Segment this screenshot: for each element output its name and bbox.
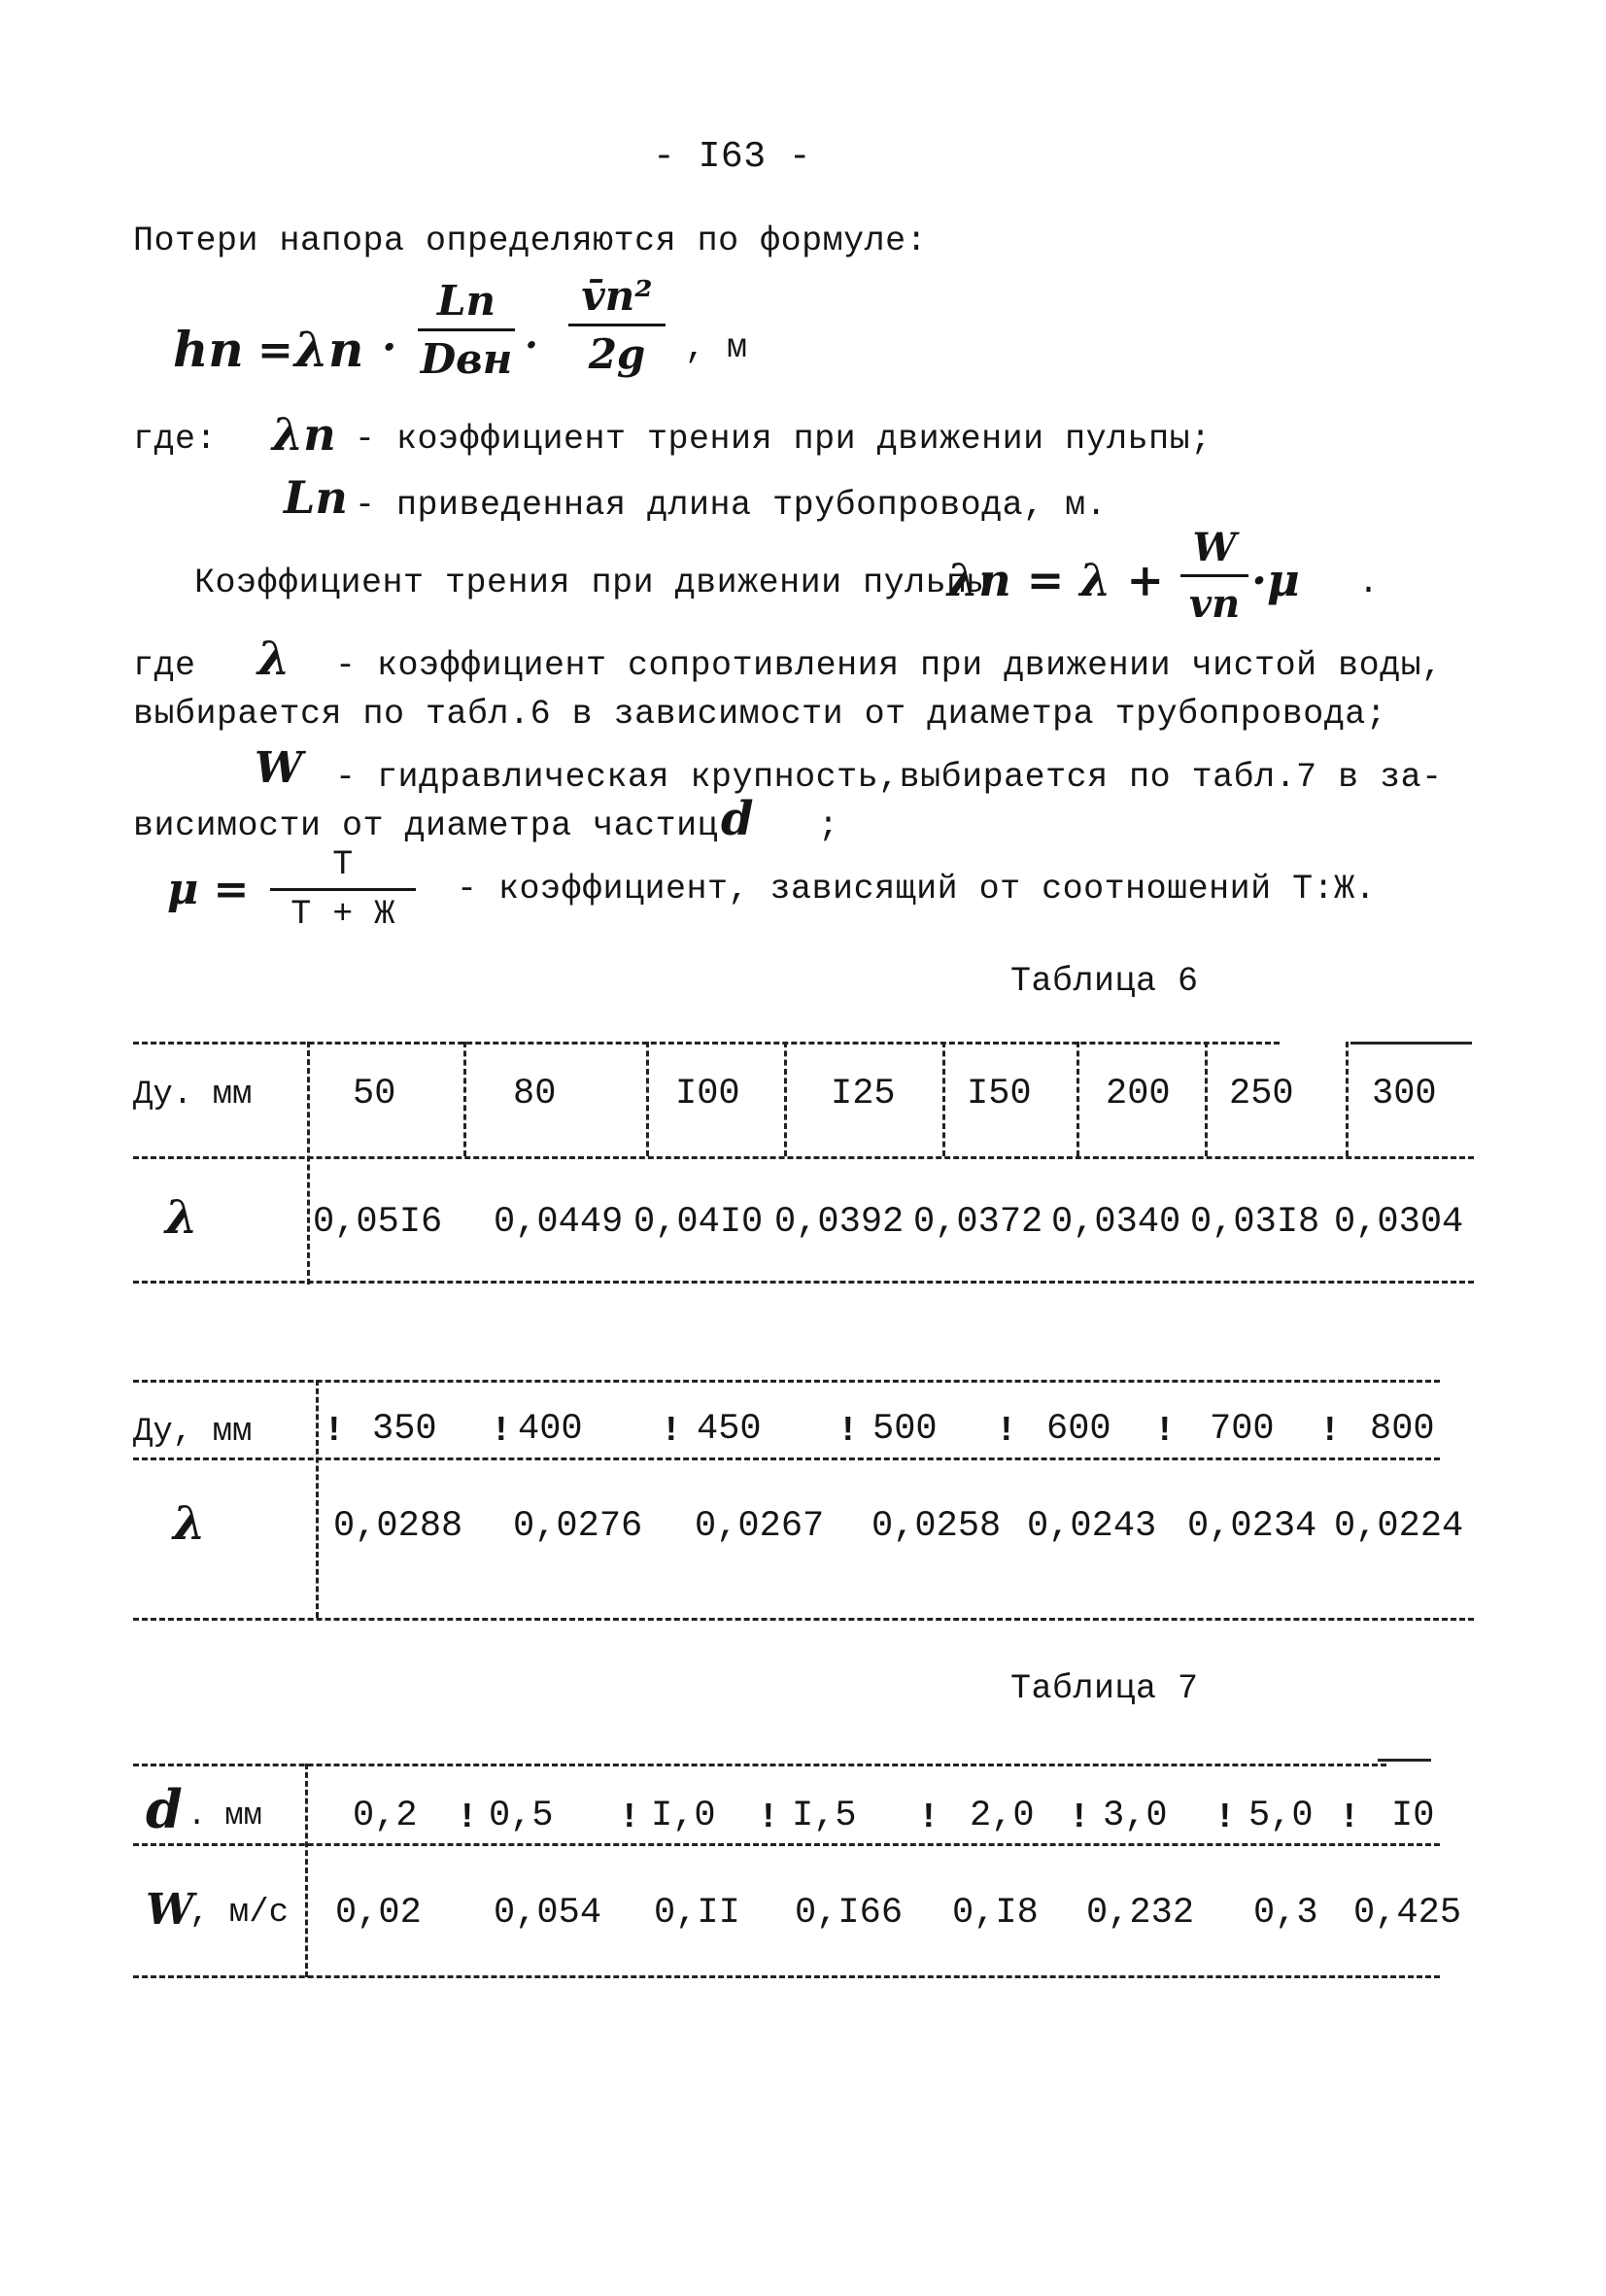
table6b-value: 0,0243: [1027, 1506, 1157, 1547]
table7-value: 0,02: [335, 1893, 422, 1934]
formula1-den1: Dвн: [420, 335, 513, 383]
fraction-bar: [1180, 574, 1248, 577]
col-mark: !: [1319, 1411, 1341, 1451]
defs2-w-text2-symbol: d: [721, 792, 754, 846]
formula1-lhs: hn: [173, 321, 244, 378]
table6a-value: 0,0372: [913, 1202, 1043, 1243]
table7-header: 0,5: [489, 1796, 554, 1836]
table6a-header: I50: [967, 1074, 1032, 1114]
table6a-value: 0,05I6: [313, 1202, 443, 1243]
table7-value: 0,I8: [952, 1893, 1039, 1934]
table6a-value: 0,0340: [1051, 1202, 1181, 1243]
col-mark: !: [1339, 1798, 1360, 1837]
table6b-header: 800: [1370, 1409, 1435, 1450]
col-sep: [316, 1380, 319, 1618]
table7-header-unit: . мм: [188, 1798, 262, 1833]
formula2-tail: ·μ: [1251, 554, 1300, 606]
formula1-fraction1: [418, 277, 515, 383]
table6b-row-label: λ: [173, 1496, 206, 1551]
table6a-row-label: λ: [165, 1190, 198, 1245]
table6b-value: 0,0267: [695, 1506, 825, 1547]
table7-value: 0,054: [494, 1893, 602, 1934]
formula2-end: .: [1358, 564, 1380, 602]
formula3-lhs: μ =: [167, 865, 250, 914]
table6b-header: 500: [872, 1409, 938, 1450]
table6-caption: Таблица 6: [1010, 962, 1199, 1001]
table7-value: 0,I66: [795, 1893, 904, 1934]
col-sep: [307, 1042, 310, 1285]
table6a-value: 0,0392: [774, 1202, 905, 1243]
col-mark: !: [1154, 1411, 1176, 1451]
formula2-fraction: [1180, 525, 1248, 627]
table7-value: 0,425: [1353, 1893, 1462, 1934]
formula3-fraction: [270, 845, 416, 934]
formula3-num: Т: [332, 845, 354, 884]
table6a-header: I25: [831, 1074, 896, 1114]
formula1-num1: Ln: [436, 277, 496, 325]
formula3-den: Т + Ж: [290, 895, 395, 934]
intro-text: Потери напора определяются по формуле:: [133, 222, 928, 260]
col-mark: !: [619, 1798, 640, 1837]
col-sep: [305, 1764, 308, 1977]
table6a-value: 0,04I0: [633, 1202, 764, 1243]
formula1-lambda: λn: [294, 321, 364, 378]
formula1-equals: =: [257, 326, 293, 375]
col-mark: !: [491, 1411, 512, 1451]
formula3-text: - коэффициент, зависящий от соотношений Т:Ж.: [457, 870, 1377, 908]
table-rule: [133, 1764, 1386, 1766]
formula1-comma: ·: [525, 323, 538, 368]
table6b-header: 350: [372, 1409, 437, 1450]
formula1-num2: v̄n²: [581, 272, 653, 320]
defs2-text2: выбирается по табл.6 в зависимости от диаметра трубопровода;: [133, 695, 1387, 734]
col-sep: [942, 1042, 945, 1156]
table6a-header: 300: [1372, 1074, 1437, 1114]
def2-symbol: Ln: [284, 471, 348, 524]
col-sep: [1346, 1042, 1349, 1156]
table6b-value: 0,0234: [1187, 1506, 1317, 1547]
table7-value: 0,3: [1253, 1893, 1318, 1934]
col-mark: !: [1069, 1798, 1090, 1837]
defs2-w-text2b: ;: [818, 806, 839, 845]
formula2-num: W: [1192, 525, 1237, 570]
table6b-value: 0,0276: [513, 1506, 643, 1547]
formula1-den2: 2g: [588, 330, 646, 378]
table6a-header: 80: [513, 1074, 557, 1114]
table7-value: 0,232: [1086, 1893, 1195, 1934]
table6a-header: 250: [1229, 1074, 1294, 1114]
fraction-bar: [418, 328, 515, 331]
table7-header: 2,0: [970, 1796, 1035, 1836]
col-mark: !: [758, 1798, 779, 1837]
defs2-label: где: [133, 646, 196, 685]
formula1-dot: ·: [382, 323, 397, 372]
table-rule: [133, 1042, 1280, 1045]
def1-text: - коэффициент трения при движении пульпы;: [355, 420, 1212, 459]
table-rule: [133, 1380, 1440, 1383]
col-mark: !: [837, 1411, 859, 1451]
table7-row-unit: , м/с: [189, 1895, 290, 1932]
col-sep: [646, 1042, 649, 1156]
table-rule: [1350, 1042, 1472, 1045]
formula1-unit: , м: [685, 328, 748, 367]
formula2-den: vn: [1188, 581, 1241, 627]
col-mark: !: [918, 1798, 940, 1837]
table-rule: [133, 1281, 1474, 1284]
table7-header: 5,0: [1248, 1796, 1314, 1836]
table7-row-symbol: W: [146, 1885, 194, 1935]
table6b-header: 400: [518, 1409, 583, 1450]
table6b-header: 700: [1210, 1409, 1275, 1450]
table6a-header: I00: [675, 1074, 740, 1114]
table-rule: [133, 1457, 1440, 1460]
table6b-header: 600: [1046, 1409, 1111, 1450]
col-mark: !: [996, 1411, 1017, 1451]
formula1-fraction2: [568, 272, 666, 378]
fraction-bar: [270, 888, 416, 891]
table7-header: 0,2: [353, 1796, 418, 1836]
table6a-header: 200: [1106, 1074, 1171, 1114]
table6b-value: 0,0258: [871, 1506, 1002, 1547]
defs2-symbol: λ: [257, 632, 290, 686]
where-label: где:: [133, 420, 218, 459]
table6b-value: 0,0288: [333, 1506, 463, 1547]
table-rule: [133, 1618, 1474, 1621]
defs2-text1: - коэффициент сопротивления при движении чистой воды,: [335, 646, 1443, 685]
table-rule: [133, 1156, 1474, 1159]
col-mark: !: [1214, 1798, 1236, 1837]
table7-header: I,0: [651, 1796, 716, 1836]
defs2-w-text1: - гидравлическая крупность,выбирается по табл.7 в за-: [335, 758, 1443, 797]
table7-value: 0,II: [654, 1893, 740, 1934]
table6b-value: 0,0224: [1334, 1506, 1464, 1547]
table6b-header: 450: [697, 1409, 762, 1450]
table-rule: [133, 1843, 1440, 1846]
table7-caption: Таблица 7: [1010, 1669, 1199, 1708]
col-mark: !: [661, 1411, 682, 1451]
fraction-bar: [568, 324, 666, 326]
col-mark: !: [457, 1798, 478, 1837]
col-mark: !: [324, 1411, 345, 1451]
table-rule: [133, 1975, 1440, 1978]
defs2-w-text2a: висимости от диаметра частиц: [133, 806, 719, 845]
table6a-value: 0,03I8: [1190, 1202, 1320, 1243]
def2-text: - приведенная длина трубопровода, м.: [355, 486, 1108, 525]
col-sep: [1205, 1042, 1208, 1156]
table7-header-symbol: d: [146, 1778, 183, 1840]
col-sep: [463, 1042, 466, 1156]
table7-header: I0: [1391, 1796, 1435, 1836]
def1-symbol: λn: [272, 408, 336, 461]
table-rule: [1378, 1759, 1431, 1762]
col-sep: [1076, 1042, 1079, 1156]
page-number: - I63 -: [653, 136, 812, 178]
table7-header: 3,0: [1103, 1796, 1168, 1836]
formula2-text: Коэффициент трения при движении пульпы: [194, 564, 989, 602]
table6a-value: 0,0304: [1334, 1202, 1464, 1243]
table6a-value: 0,0449: [494, 1202, 624, 1243]
table6b-header-label: Ду, мм: [133, 1414, 253, 1451]
formula2-lhs: λn = λ +: [947, 554, 1165, 606]
defs2-w-symbol: W: [255, 743, 303, 793]
table7-header: I,5: [792, 1796, 857, 1836]
col-sep: [784, 1042, 787, 1156]
table6a-header: 50: [353, 1074, 396, 1114]
table6a-header-label: Ду. мм: [133, 1077, 253, 1114]
